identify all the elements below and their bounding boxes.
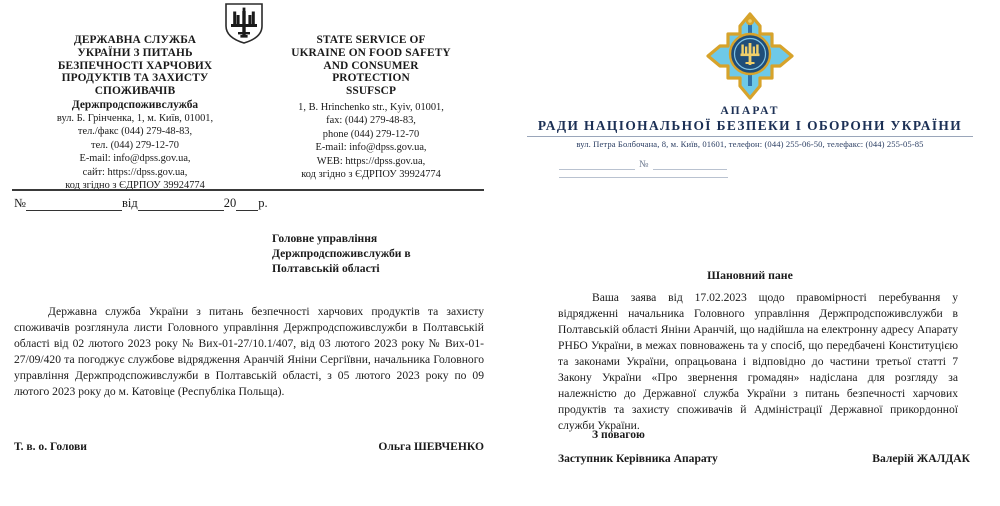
reference-year-suffix: р. <box>258 196 268 210</box>
lh-en-title-line-3: AND CONSUMER <box>323 59 419 72</box>
nsdc-header <box>500 104 1000 149</box>
lh-ua-title-line-1: ДЕРЖАВНА СЛУЖБА <box>73 34 197 46</box>
reference-year-prefix: 20 <box>223 196 237 210</box>
addressee-line-2: Держпродспоживслужби в <box>272 246 411 260</box>
lh-ua-address-line-6: код згідно з ЄДРПОУ 39924774 <box>65 180 205 192</box>
lh-en-address-line-2: fax: (044) 279-48-83, <box>326 115 416 127</box>
nsdc-reference-lines <box>559 158 759 178</box>
lh-ua-address-line-3: тел. (044) 279-12-70 <box>91 139 179 151</box>
lh-ua-short-name: Держпродспоживслужба <box>71 98 199 111</box>
lh-ua-title-line-3: БЕЗПЕЧНОСТІ ХАРЧОВИХ <box>57 59 213 72</box>
nsdc-reference-date-blank[interactable] <box>559 158 635 170</box>
lh-en-title-line-2: UKRAINE ON FOOD SAFETY <box>291 46 451 59</box>
letterhead <box>12 34 484 193</box>
nsdc-header-line-1: АПАРАТ <box>720 104 780 117</box>
lh-en-title-line-4: PROTECTION <box>332 72 410 85</box>
letterhead-divider <box>12 189 484 191</box>
left-signer-position: Т. в. о. Голови <box>14 440 87 453</box>
lh-en-address-line-3: phone (044) 279-12-70 <box>322 128 420 140</box>
addressee-line-3: Полтавській області <box>272 261 380 275</box>
right-signer-position: Заступник Керівника Апарату <box>558 452 718 465</box>
reference-date-word: від <box>121 196 138 210</box>
lh-ua-address-line-5: сайт: https://dpss.gov.ua, <box>82 166 188 178</box>
lh-ua-address-line-4: E-mail: info@dpss.gov.ua, <box>79 153 191 165</box>
nsdc-reference-number-blank[interactable] <box>653 158 727 170</box>
nsdc-reference-second-blank[interactable] <box>559 176 728 178</box>
lh-en-address-line-1: 1, B. Hrinchenko str., Kyiv, 01001, <box>298 101 444 113</box>
salutation: Шановний пане <box>707 268 793 282</box>
lh-en-title-line-5: SSUFSCP <box>345 85 397 98</box>
letterhead-english <box>262 34 480 182</box>
reference-year-blank[interactable] <box>236 210 258 211</box>
addressee-line-1: Головне управління <box>272 232 378 245</box>
reference-date-blank[interactable] <box>138 210 224 211</box>
reference-number-symbol: № <box>14 196 26 210</box>
lh-ua-address-line-1: вул. Б. Грінченка, 1, м. Київ, 01001, <box>56 112 214 124</box>
nsdc-header-line-2: РАДИ НАЦІОНАЛЬНОЇ БЕЗПЕКИ І ОБОРОНИ УКРАЇНИ <box>537 118 963 133</box>
lh-ua-title-line-2: УКРАЇНИ З ПИТАНЬ <box>77 46 193 59</box>
nsdc-emblem-icon <box>702 8 798 104</box>
left-signer-name: Ольга ШЕВЧЕНКО <box>378 440 484 453</box>
addressee-block <box>272 232 487 276</box>
lh-en-title-line-1: STATE SERVICE OF <box>316 34 426 46</box>
nsdc-address: вул. Петра Болбочана, 8, м. Київ, 01601, телефон: (044) 255-06-50, телефакс: (044) 255-05-85 <box>576 139 924 149</box>
lh-en-address-line-5: WEB: https://dpss.gov.ua, <box>316 155 426 167</box>
left-signature-block <box>14 440 484 453</box>
nsdc-reference-number-symbol: № <box>639 159 649 170</box>
lh-ua-address-line-2: тел./факс (044) 279-48-83, <box>77 126 193 138</box>
right-body-text: Ваша заява від 17.02.2023 щодо правомірності перебування у відрядженні начальника Головного управління Держпродспоживслужби в Полтавській області Яніни Аранчій, що надійшла на електронну адресу Апарату РНБО України, в межах повноважень та у спосіб, що передбачені Конституцією та законами України, опрацьована і відповідно до частини третьої статті 7 Закону України «Про звернення громадян» надіслана для розгляду за належністю до Державної служба України з питань безпечності харчових продуктів та захисту споживачів й Адміністрації Державної прикордонної служби України. <box>558 291 958 432</box>
reference-line <box>14 196 314 211</box>
letterhead-ukrainian <box>26 34 244 193</box>
right-signature-block <box>558 428 970 465</box>
lh-ua-title-line-4: ПРОДУКТІВ ТА ЗАХИСТУ <box>61 72 209 85</box>
right-signer-name: Валерій ЖАЛДАК <box>872 452 970 465</box>
lh-en-address-line-6: код згідно з ЄДРПОУ 39924774 <box>301 169 441 181</box>
reference-number-blank[interactable] <box>26 210 122 211</box>
nsdc-header-divider <box>527 136 973 137</box>
regards-line: З повагою <box>592 428 645 441</box>
right-document <box>500 0 1000 506</box>
lh-ua-title-line-5: СПОЖИВАЧІВ <box>94 85 176 98</box>
left-body-text: Державна служба України з питань безпечності харчових продуктів та захисту споживачів розглянула листи Головного управління Держпродспоживслужби в Полтавській області від 02 лютого 2023 року № Вих-01-27/10.1/407, від 03 лютого 2023 року № Вих-01-27/09/420 та погоджує службове відрядження Аранчій Яніни Сергіївни, начальника Головного управління Держпродспоживслужби в Полтавській області, з 05 лютого 2023 року по 09 лютого 2023 року до м. Катовіце (Республіка Польща). <box>14 305 484 398</box>
lh-en-address-line-4: E-mail: info@dpss.gov.ua, <box>315 142 427 154</box>
